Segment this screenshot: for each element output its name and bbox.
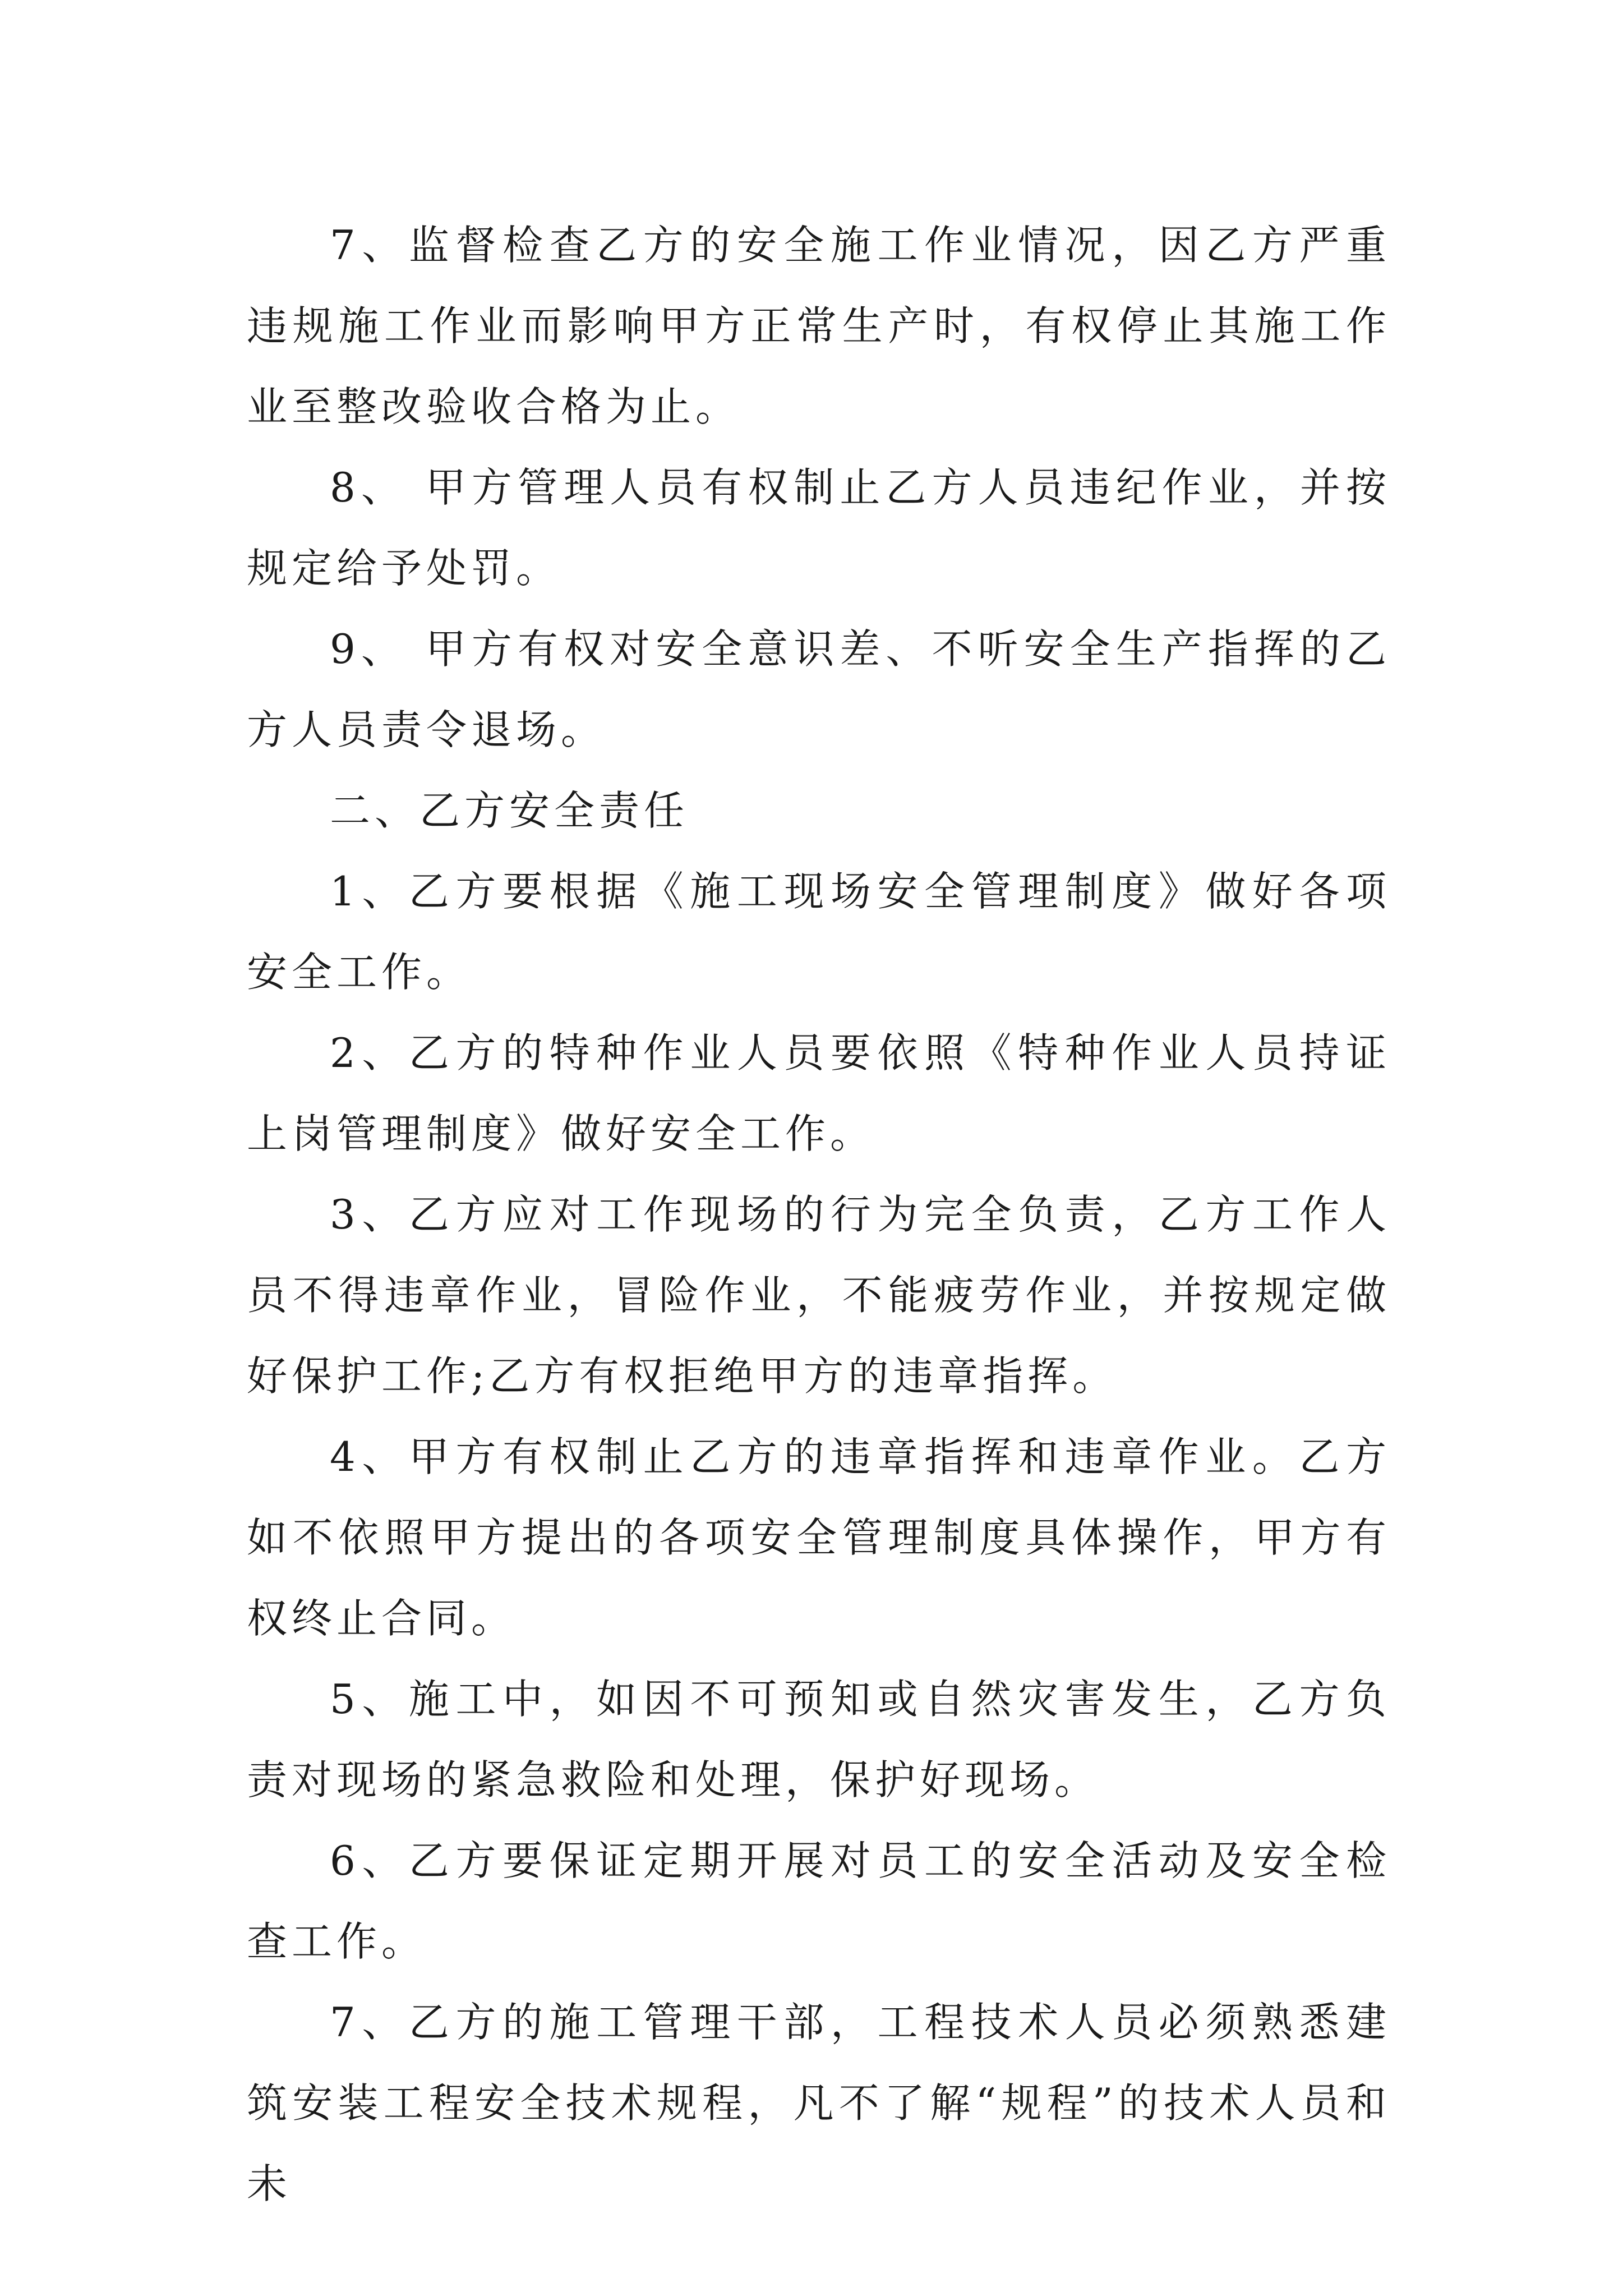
section-heading-party-b: 二、乙方安全责任 bbox=[330, 787, 689, 834]
clause-b2-special-workers: 2、乙方的特种作业人员要依照《特种作业人员持证上岗管理制度》做好安全工作。 bbox=[247, 1029, 1391, 1157]
clause-9-removal: 9、 甲方有权对安全意识差、不听安全生产指挥的乙方人员责令退场。 bbox=[247, 625, 1391, 753]
clause-b4-termination: 4、甲方有权制止乙方的违章指挥和违章作业。乙方如不依照甲方提出的各项安全管理制度具体操作，甲方有权终止合同。 bbox=[247, 1433, 1391, 1642]
clause-b1-safety-rules: 1、乙方要根据《施工现场安全管理制度》做好各项安全工作。 bbox=[247, 868, 1391, 996]
clause-b3-site-conduct: 3、乙方应对工作现场的行为完全负责，乙方工作人员不得违章作业，冒险作业，不能疲劳作业，并按规定做好保护工作;乙方有权拒绝甲方的违章指挥。 bbox=[247, 1191, 1391, 1400]
clause-b6-safety-activities: 6、乙方要保证定期开展对员工的安全活动及安全检查工作。 bbox=[247, 1837, 1391, 1965]
clause-b7-technical-staff: 7、乙方的施工管理干部，工程技术人员必须熟悉建筑安装工程安全技术规程，凡不了解“规程”的技术人员和未 bbox=[247, 1999, 1391, 2207]
clause-b5-emergency: 5、施工中，如因不可预知或自然灾害发生，乙方负责对现场的紧急救险和处理，保护好现场。 bbox=[247, 1676, 1391, 1803]
clause-7-supervision: 7、监督检查乙方的安全施工作业情况，因乙方严重违规施工作业而影响甲方正常生产时，有权停止其施工作业至整改验收合格为止。 bbox=[247, 222, 1391, 430]
clause-8-penalty: 8、 甲方管理人员有权制止乙方人员违纪作业，并按规定给予处罚。 bbox=[247, 464, 1391, 592]
document-body bbox=[247, 205, 1391, 2224]
